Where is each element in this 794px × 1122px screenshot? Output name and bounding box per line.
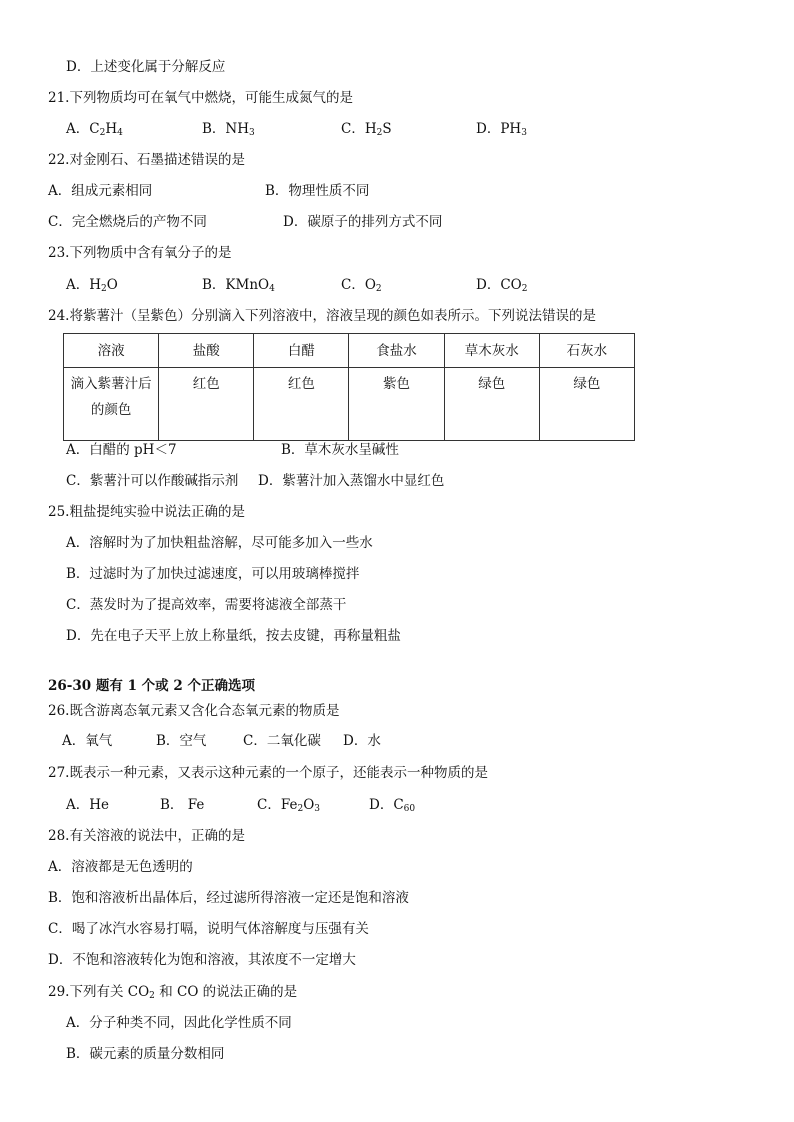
table-header-cell: 盐酸 — [159, 334, 254, 368]
q23-option-b: B．KMnO$_4$ — [202, 277, 275, 294]
q23-stem: 23.下列物质中含有氧分子的是 — [48, 245, 232, 261]
section-title: 26-30 题有 1 个或 2 个正确选项 — [48, 678, 255, 694]
q27-option-b: B． Fe — [160, 797, 205, 813]
q22-option-c: C．完全燃烧后的产物不同 — [48, 214, 207, 230]
q28-option-d: D．不饱和溶液转化为饱和溶液，其浓度不一定增大 — [48, 952, 356, 968]
table-header-cell: 白醋 — [254, 334, 349, 368]
table-row-label-line1: 滴入紫薯汁后 — [70, 376, 152, 392]
q27-option-d: D．$C_{60}$ — [369, 797, 416, 814]
q28-stem: 28.有关溶液的说法中，正确的是 — [48, 828, 245, 844]
q27-option-c: C．$Fe_2O_3$ — [257, 797, 320, 814]
table-cell: 绿色 — [539, 368, 634, 441]
q24-option-a: A．白醋的 pH＜7 — [66, 442, 177, 458]
table-cell: 绿色 — [444, 368, 539, 441]
table-cell: 紫色 — [349, 368, 444, 441]
q29-stem: 29.下列有关 $CO_2$ 和 CO 的说法正确的是 — [48, 984, 298, 1001]
q29-option-a: A．分子种类不同，因此化学性质不同 — [66, 1015, 292, 1031]
q24-option-b: B．草木灰水呈碱性 — [281, 442, 399, 458]
table-row — [64, 368, 635, 441]
table-cell: 红色 — [159, 368, 254, 441]
q28-option-c: C．喝了冰汽水容易打嗝，说明气体溶解度与压强有关 — [48, 921, 369, 937]
q25-option-d: D．先在电子天平上放上称量纸，按去皮键，再称量粗盐 — [66, 628, 401, 644]
q24-stem: 24.将紫薯汁（呈紫色）分别滴入下列溶液中，溶液呈现的颜色如表所示。下列说法错误的是 — [48, 308, 596, 324]
q26-option-b: B．空气 — [156, 733, 207, 749]
q21-option-b: B．$NH_3$ — [202, 121, 255, 138]
q25-option-a: A．溶解时为了加快粗盐溶解，尽可能多加入一些水 — [66, 535, 373, 551]
table-header-row — [64, 334, 635, 368]
q26-stem: 26.既含游离态氧元素又含化合态氧元素的物质是 — [48, 703, 340, 719]
table-row-label — [64, 368, 159, 441]
q22-stem: 22.对金刚石、石墨描述错误的是 — [48, 152, 245, 168]
q25-option-c: C．蒸发时为了提高效率，需要将滤液全部蒸干 — [66, 597, 347, 613]
q24-option-d: D．紫薯汁加入蒸馏水中显红色 — [258, 473, 445, 489]
q22-option-a: A．组成元素相同 — [48, 183, 153, 199]
q27-stem: 27.既表示一种元素，又表示这种元素的一个原子，还能表示一种物质的是 — [48, 765, 488, 781]
q29-option-b: B．碳元素的质量分数相同 — [66, 1046, 225, 1062]
q21-option-c: C．$H_2S$ — [341, 121, 392, 138]
q21-option-a: A．$C_2H_4$ — [66, 121, 123, 138]
q26-option-c: C．二氧化碳 — [243, 733, 321, 749]
q25-stem: 25.粗盐提纯实验中说法正确的是 — [48, 504, 245, 520]
q27-option-a: A．He — [66, 797, 110, 813]
q26-option-d: D．水 — [343, 733, 381, 749]
table-header-cell: 溶液 — [64, 334, 159, 368]
q23-option-c: C．$O_2$ — [341, 277, 382, 294]
q23-option-a: A．$H_2O$ — [66, 277, 118, 294]
q20-option-d: D．上述变化属于分解反应 — [66, 59, 226, 75]
q28-option-a: A．溶液都是无色透明的 — [48, 859, 193, 875]
q23-option-d: D．$CO_2$ — [476, 277, 528, 294]
q25-option-b: B．过滤时为了加快过滤速度，可以用玻璃棒搅拌 — [66, 566, 360, 582]
q28-option-b: B．饱和溶液析出晶体后，经过滤所得溶液一定还是饱和溶液 — [48, 890, 409, 906]
table-row-label-line2: 的颜色 — [90, 402, 132, 418]
q22-option-b: B．物理性质不同 — [265, 183, 370, 199]
q22-option-d: D．碳原子的排列方式不同 — [283, 214, 443, 230]
table-cell: 红色 — [254, 368, 349, 441]
table-header-cell: 草木灰水 — [444, 334, 539, 368]
table-header-cell: 食盐水 — [349, 334, 444, 368]
q24-option-c: C．紫薯汁可以作酸碱指示剂 — [66, 473, 239, 489]
q21-stem: 21.下列物质均可在氧气中燃烧，可能生成氮气的是 — [48, 90, 353, 106]
q21-option-d: D．$PH_3$ — [476, 121, 527, 138]
q24-color-table — [63, 333, 635, 441]
table-header-cell: 石灰水 — [539, 334, 634, 368]
q26-option-a: A．氧气 — [62, 733, 113, 749]
